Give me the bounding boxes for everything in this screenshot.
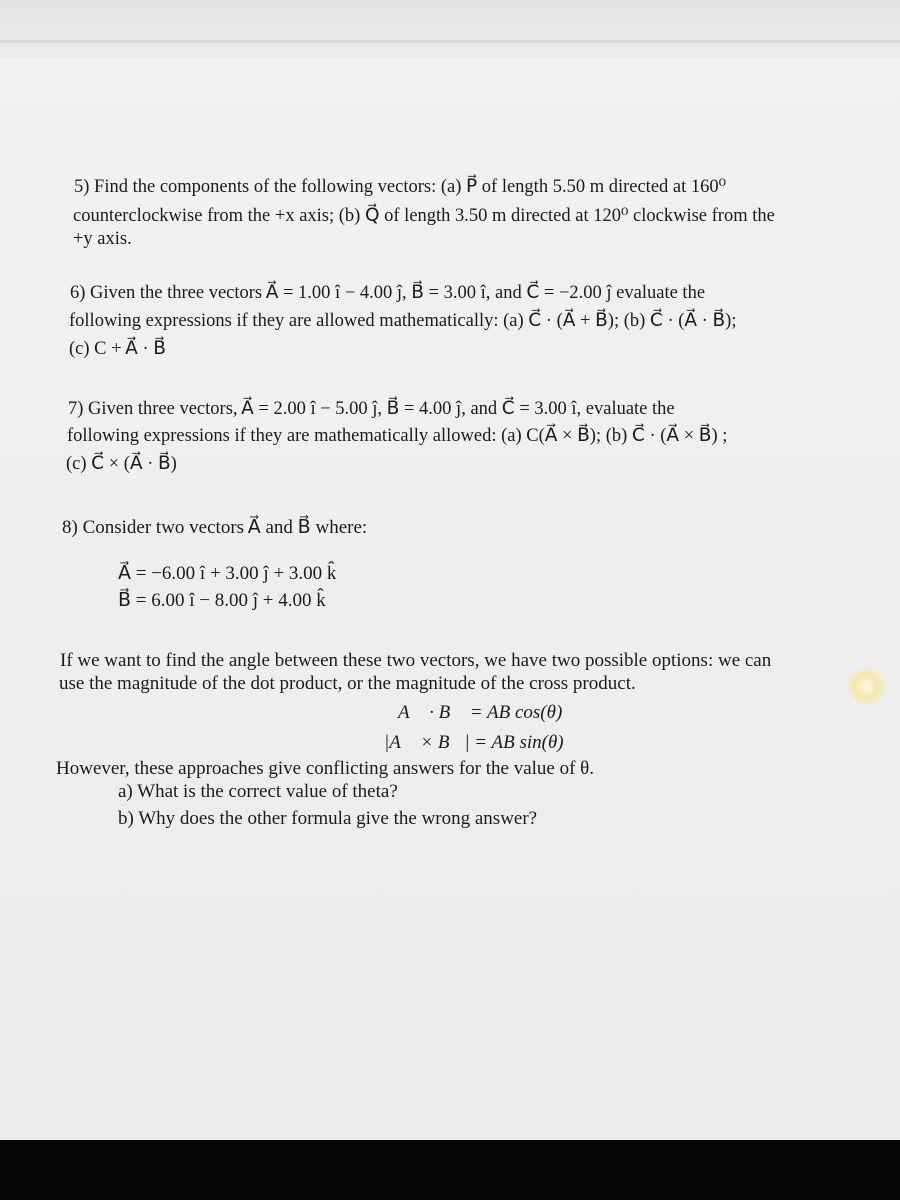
problem-8-paragraph-line-2: use the magnitude of the dot product, or the magnitude of the cross product. [59, 673, 636, 694]
question-a: a) What is the correct value of theta? [118, 781, 398, 802]
problem-5-line-2: counterclockwise from the +x axis; (b) Q⃗ of length 3.50 m directed at 120⁰ clockwise from the [73, 206, 775, 226]
question-b: b) Why does the other formula give the wrong answer? [118, 808, 538, 829]
light-glare [846, 668, 886, 704]
problem-7-line-2: following expressions if they are mathematically allowed: (a) C(A⃗ × B⃗); (b) C⃗ · (A⃗ × B⃗) ; [67, 426, 728, 446]
problem-6-line-1: 6) Given the three vectors A⃗ = 1.00 î − 4.00 ĵ, B⃗ = 3.00 î, and C⃗ = −2.00 ĵ evaluate the [70, 283, 706, 303]
vector-a-definition: A⃗ = −6.00 î + 3.00 ĵ + 3.00 k̂ [118, 563, 337, 584]
page-top-rule [0, 40, 900, 43]
dot-product-formula: A⃗ · B⃗ = AB cos(θ) [398, 702, 563, 723]
problem-8-intro: 8) Consider two vectors A⃗ and B⃗ where: [62, 517, 368, 538]
cross-product-formula: |A⃗ × B⃗| = AB sin(θ) [384, 732, 564, 753]
however-statement: However, these approaches give conflicting answers for the value of θ. [56, 758, 595, 779]
bottom-black-bar [0, 1140, 900, 1200]
page-top-shadow [0, 0, 900, 58]
vector-b-definition: B⃗ = 6.00 î − 8.00 ĵ + 4.00 k̂ [118, 590, 326, 611]
problem-8-paragraph-line-1: If we want to find the angle between these two vectors, we have two possible options: we can [60, 650, 772, 671]
problem-5-line-1: 5) Find the components of the following vectors: (a) P⃗ of length 5.50 m directed at 160⁰ [74, 177, 727, 197]
problem-7-line-3: (c) C⃗ × (A⃗ · B⃗) [66, 454, 177, 474]
problem-5-line-3: +y axis. [73, 229, 132, 249]
problem-6-line-2: following expressions if they are allowed mathematically: (a) C⃗ · (A⃗ + B⃗); (b) C⃗ · (A⃗ · B⃗); [69, 311, 737, 331]
problem-7-line-1: 7) Given three vectors, A⃗ = 2.00 î − 5.00 ĵ, B⃗ = 4.00 ĵ, and C⃗ = 3.00 î, evaluate the [68, 399, 675, 419]
problem-6-line-3: (c) C + A⃗ · B⃗ [69, 339, 166, 359]
